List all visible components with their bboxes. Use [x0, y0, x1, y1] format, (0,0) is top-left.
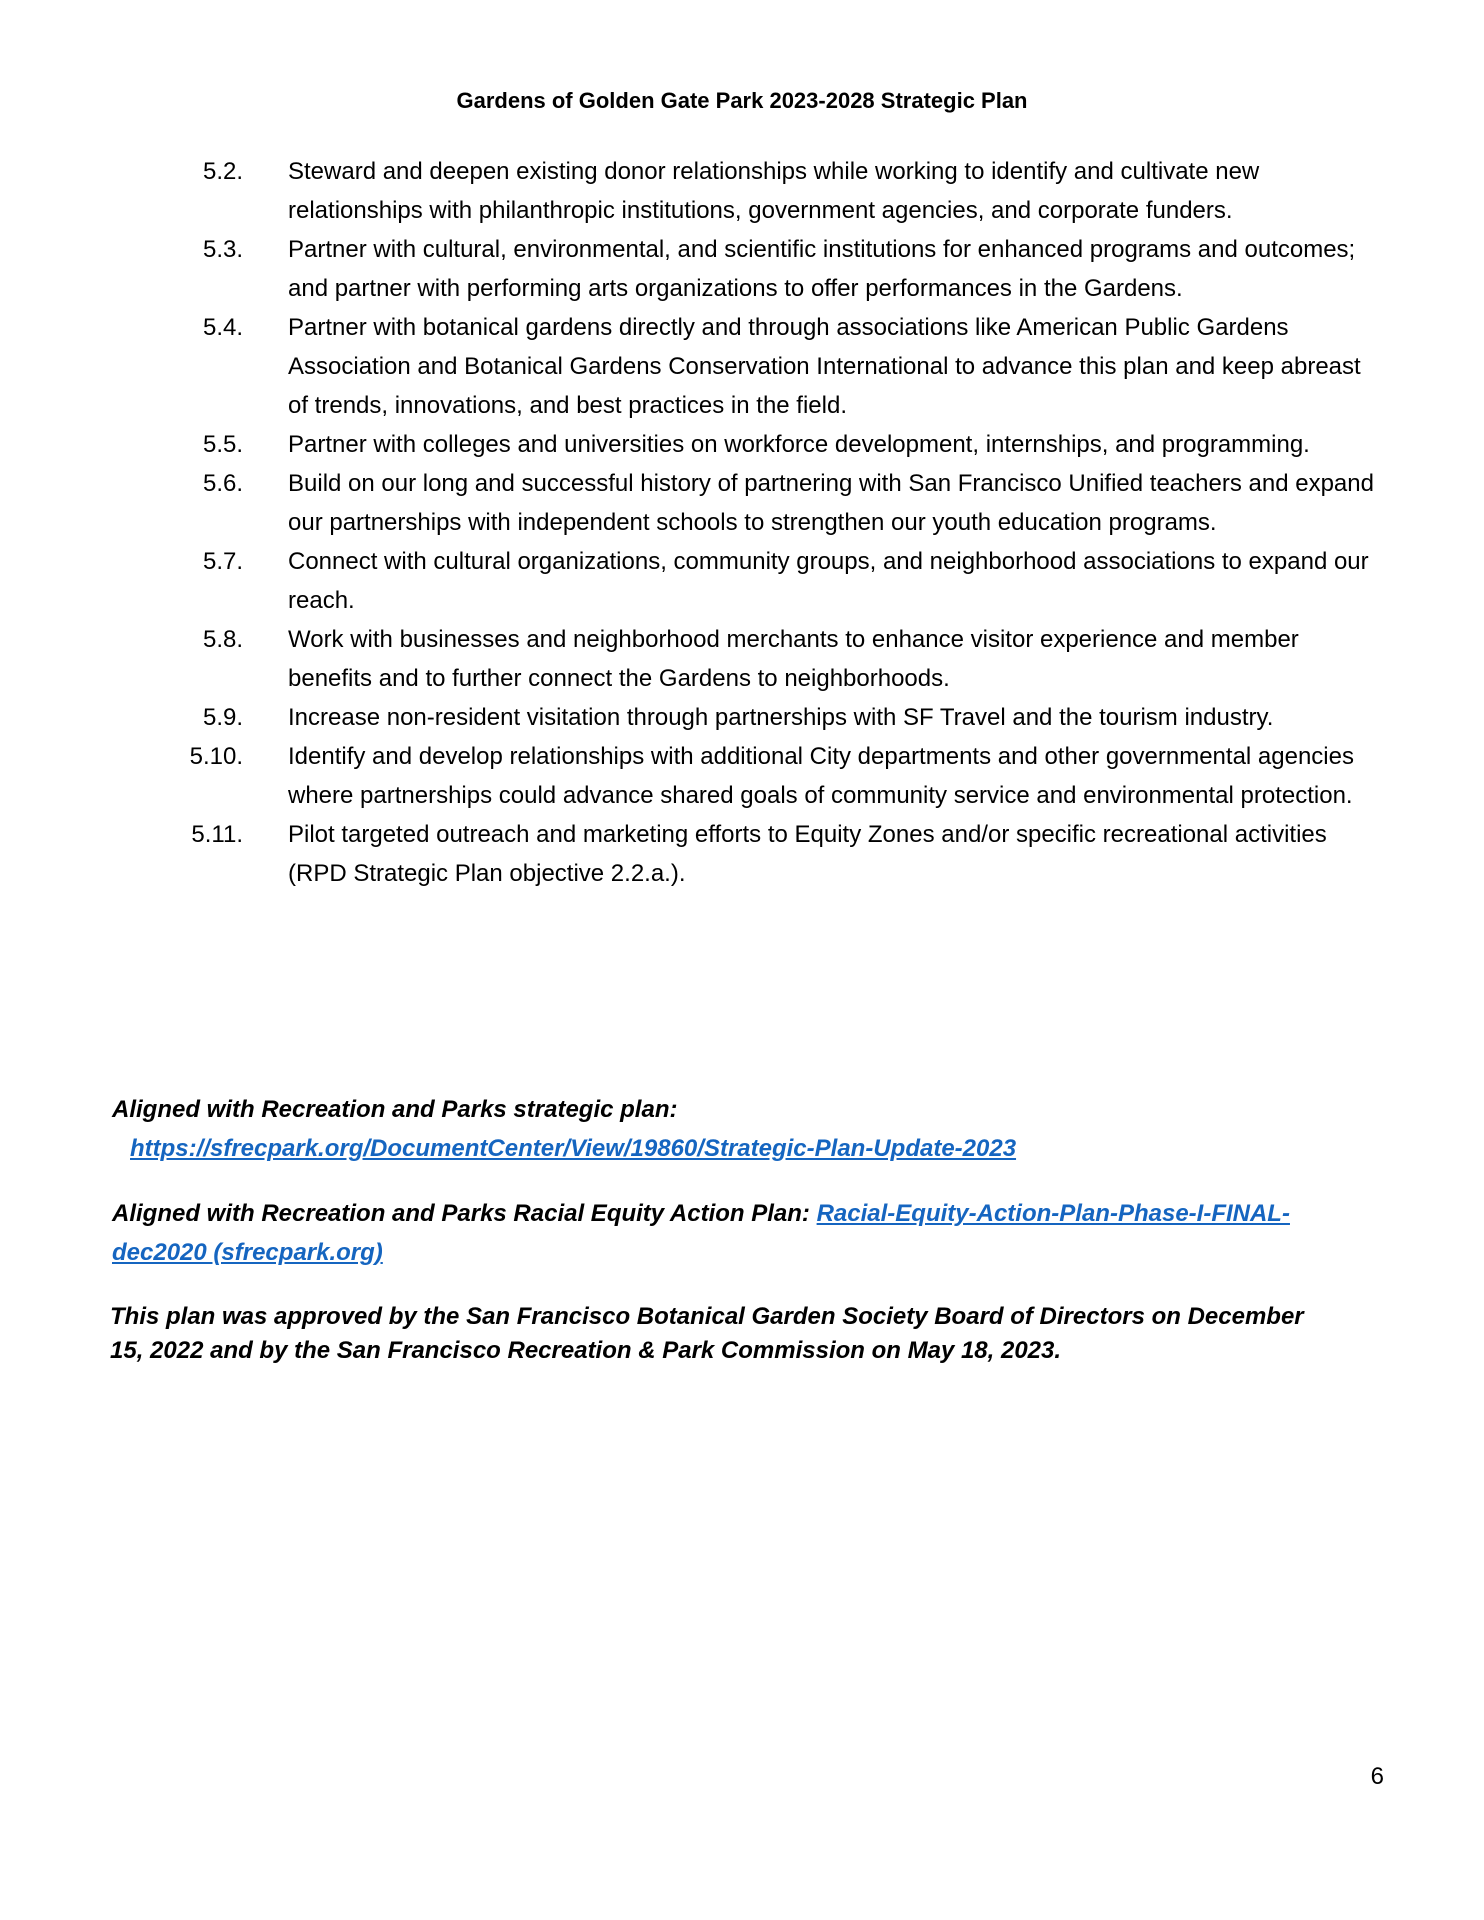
list-item-number: 5.7. [202, 548, 243, 575]
list-item [0, 620, 1484, 698]
strategic-plan-label: Aligned with Recreation and Parks strategic plan: [112, 1096, 678, 1123]
list-item-number: 5.9. [202, 704, 243, 731]
list-item-number: 5.2. [202, 158, 243, 185]
list-item [0, 737, 1484, 815]
list-item-text: Partner with cultural, environmental, and scientific institutions for enhanced programs and outcomes; and partner with performing arts organizations to offer performances in the Gardens. [288, 236, 1356, 302]
racial-equity-link[interactable]: Racial-Equity-Action-Plan-Phase-I-FINAL-dec2020 (sfrecpark.org) [112, 1200, 1290, 1266]
list-item [0, 425, 1484, 464]
page-header-title: Gardens of Golden Gate Park 2023-2028 Strategic Plan [456, 88, 1028, 113]
page-number: 6 [1370, 1763, 1384, 1790]
list-item-number: 5.10. [189, 743, 243, 770]
list-item-text: Build on our long and successful history of partnering with San Francisco Unified teachers and expand our partnerships with independent schools to strengthen our youth education programs. [288, 470, 1374, 536]
list-item-text: Pilot targeted outreach and marketing efforts to Equity Zones and/or specific recreational activities (RPD Strategic Plan objective 2.2.a.). [288, 821, 1327, 887]
list-item-text: Identify and develop relationships with additional City departments and other governmental agencies where partnerships could advance shared goals of community service and environmental protection. [288, 743, 1354, 809]
list-item [0, 308, 1484, 425]
list-item-number: 5.6. [202, 470, 243, 497]
list-item [0, 464, 1484, 542]
list-item-number: 5.8. [202, 626, 243, 653]
list-item-text: Steward and deepen existing donor relationships while working to identify and cultivate new relationships with philanthropic institutions, government agencies, and corporate funders. [288, 158, 1260, 224]
list-item [0, 542, 1484, 620]
approval-line-2: 15, 2022 and by the San Francisco Recreation & Park Commission on May 18, 2023. [110, 1337, 1062, 1364]
racial-equity-label: Aligned with Recreation and Parks Racial Equity Action Plan: [112, 1200, 810, 1227]
list-item-number: 5.3. [202, 236, 243, 263]
list-item-text: Connect with cultural organizations, community groups, and neighborhood associations to expand our reach. [288, 548, 1369, 614]
strategic-plan-alignment [112, 1090, 1362, 1168]
list-item-text: Work with businesses and neighborhood merchants to enhance visitor experience and member benefits and to further connect the Gardens to neighborhoods. [288, 626, 1299, 692]
strategy-list [0, 152, 1484, 893]
list-item [0, 815, 1484, 893]
list-item-number: 5.11. [191, 821, 243, 848]
list-item-text: Increase non-resident visitation through partnerships with SF Travel and the tourism industry. [288, 704, 1274, 731]
list-item-number: 5.5. [202, 431, 243, 458]
approval-statement [110, 1300, 1360, 1368]
list-item-text: Partner with colleges and universities on workforce development, internships, and programming. [288, 431, 1310, 458]
racial-equity-alignment [112, 1194, 1362, 1272]
list-item [0, 152, 1484, 230]
strategic-plan-link[interactable]: https://sfrecpark.org/DocumentCenter/View/19860/Strategic-Plan-Update-2023 [130, 1135, 1017, 1162]
list-item-number: 5.4. [202, 314, 243, 341]
list-item-text: Partner with botanical gardens directly and through associations like American Public Gardens Association and Botanical Gardens Conservation International to advance this plan and keep abreast of trends, innovations, and best practices in the field. [288, 314, 1361, 419]
approval-line-1: This plan was approved by the San Francisco Botanical Garden Society Board of Directors on December [110, 1303, 1304, 1330]
list-item [0, 698, 1484, 737]
list-item [0, 230, 1484, 308]
